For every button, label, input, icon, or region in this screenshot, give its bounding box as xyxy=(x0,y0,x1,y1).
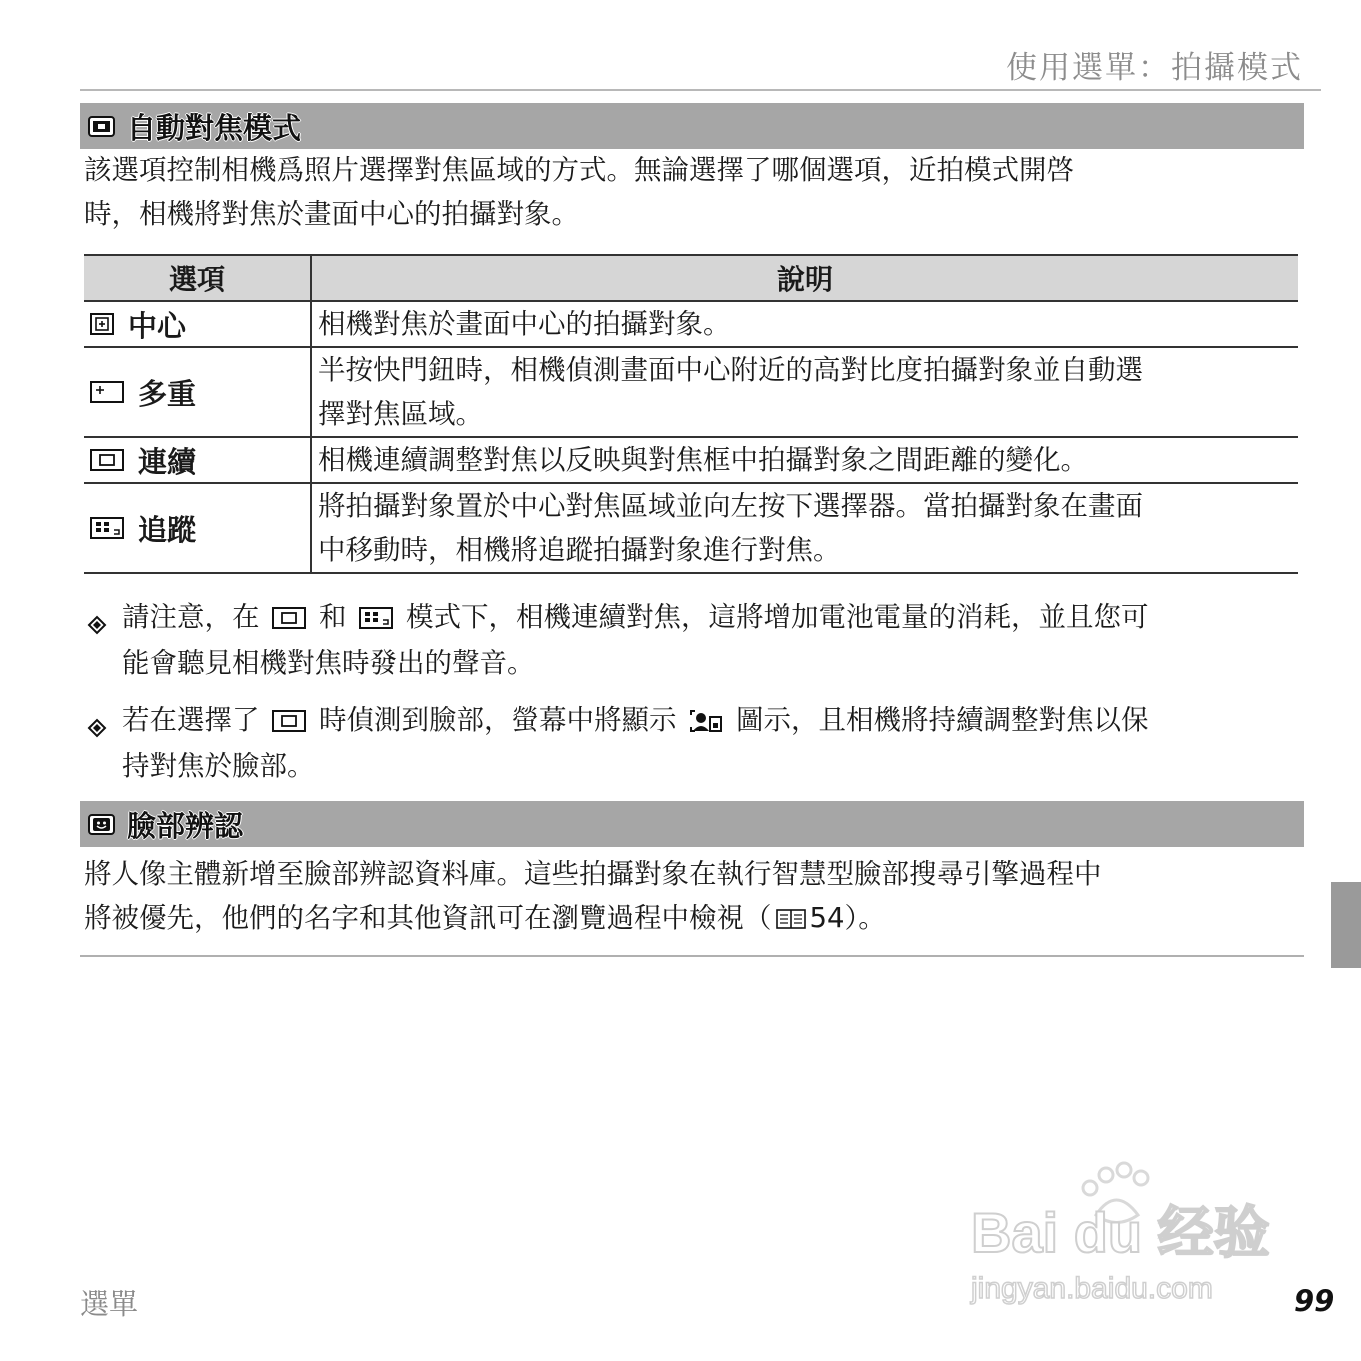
description-line: 該選項控制相機爲照片選擇對焦區域的方式。無論選擇了哪個選項，近拍模式開啓 xyxy=(84,154,1074,186)
section-description xyxy=(84,852,1304,940)
note-text: 能會聽見相機對焦時發出的聲音。 xyxy=(122,647,535,679)
book-reference-icon xyxy=(776,908,806,930)
page-reference-link[interactable]: 54 xyxy=(809,902,845,934)
chapter-side-tab xyxy=(1331,882,1361,968)
section-header-face-recognition xyxy=(80,801,1304,847)
note-text: 和 xyxy=(319,601,347,633)
af-continuous-icon xyxy=(272,710,306,732)
option-label: 多重 xyxy=(138,376,197,411)
description-line: ）。 xyxy=(844,902,886,934)
footer-section-label: 選單 xyxy=(80,1287,139,1321)
option-label: 中心 xyxy=(128,308,187,343)
af-mode-icon xyxy=(88,116,115,137)
af-continuous-icon xyxy=(272,607,306,629)
note-text: 持對焦於臉部。 xyxy=(122,750,315,782)
table-row xyxy=(84,437,1298,483)
note-text: 若在選擇了 xyxy=(122,704,260,736)
option-label: 連續 xyxy=(138,444,197,479)
pencil-note-icon xyxy=(86,614,108,636)
af-tracking-icon xyxy=(359,607,393,629)
option-description: 相機連續調整對焦以反映與對焦框中拍攝對象之間距離的變化。 xyxy=(318,444,1088,476)
face-detection-icon xyxy=(689,709,723,733)
section-title: 自動對焦模式 xyxy=(127,110,302,145)
option-description: 擇對焦區域。 xyxy=(318,398,483,430)
column-header-description: 說明 xyxy=(311,255,1298,301)
face-recognition-icon xyxy=(88,814,115,835)
table-header-row xyxy=(84,255,1298,301)
note-text: 時偵測到臉部，螢幕中將顯示 xyxy=(319,704,677,736)
af-multi-icon xyxy=(90,381,124,403)
af-tracking-icon xyxy=(90,517,124,539)
option-description: 半按快門鈕時，相機偵測畫面中心附近的高對比度拍攝對象並自動選 xyxy=(318,354,1143,386)
watermark-brand: Bai du 经验 xyxy=(971,1201,1270,1264)
description-line: 將被優先，他們的名字和其他資訊可在瀏覽過程中檢視（ xyxy=(84,902,772,934)
bottom-divider xyxy=(80,955,1304,957)
note-text: 模式下，相機連續對焦，這將增加電池電量的消耗，並且您可 xyxy=(406,601,1149,633)
description-line: 將人像主體新增至臉部辨認資料庫。這些拍攝對象在執行智慧型臉部搜尋引擎過程中 xyxy=(84,858,1102,890)
section-header-af-mode xyxy=(80,103,1304,149)
option-description: 相機對焦於畫面中心的拍攝對象。 xyxy=(318,308,731,340)
af-center-icon xyxy=(90,313,114,335)
header-divider xyxy=(80,89,1321,91)
option-description: 中移動時，相機將追蹤拍攝對象進行對焦。 xyxy=(318,534,841,566)
description-line: 時，相機將對焦於畫面中心的拍攝對象。 xyxy=(84,198,579,230)
option-description: 將拍攝對象置於中心對焦區域並向左按下選擇器。當拍攝對象在畫面 xyxy=(318,490,1143,522)
table-row xyxy=(84,483,1298,573)
watermark-url: jingyan.baidu.com xyxy=(971,1272,1213,1305)
table-row xyxy=(84,301,1298,347)
pencil-note-icon xyxy=(86,717,108,739)
column-header-option: 選項 xyxy=(84,255,311,301)
section-title: 臉部辨認 xyxy=(127,808,244,843)
note-continuous-focus xyxy=(86,594,1306,686)
af-continuous-icon xyxy=(90,449,124,471)
section-description xyxy=(84,148,1304,236)
table-row xyxy=(84,347,1298,437)
note-text: 請注意，在 xyxy=(122,601,260,633)
page-header-title: 使用選單：拍攝模式 xyxy=(1006,50,1303,86)
note-text: 圖示，且相機將持續調整對焦以保 xyxy=(736,704,1149,736)
baidu-jingyan-watermark xyxy=(966,1160,1286,1310)
options-table xyxy=(84,254,1298,574)
note-face-detection xyxy=(86,697,1306,789)
option-label: 追蹤 xyxy=(138,512,197,547)
page-number: 99 xyxy=(1294,1284,1335,1318)
